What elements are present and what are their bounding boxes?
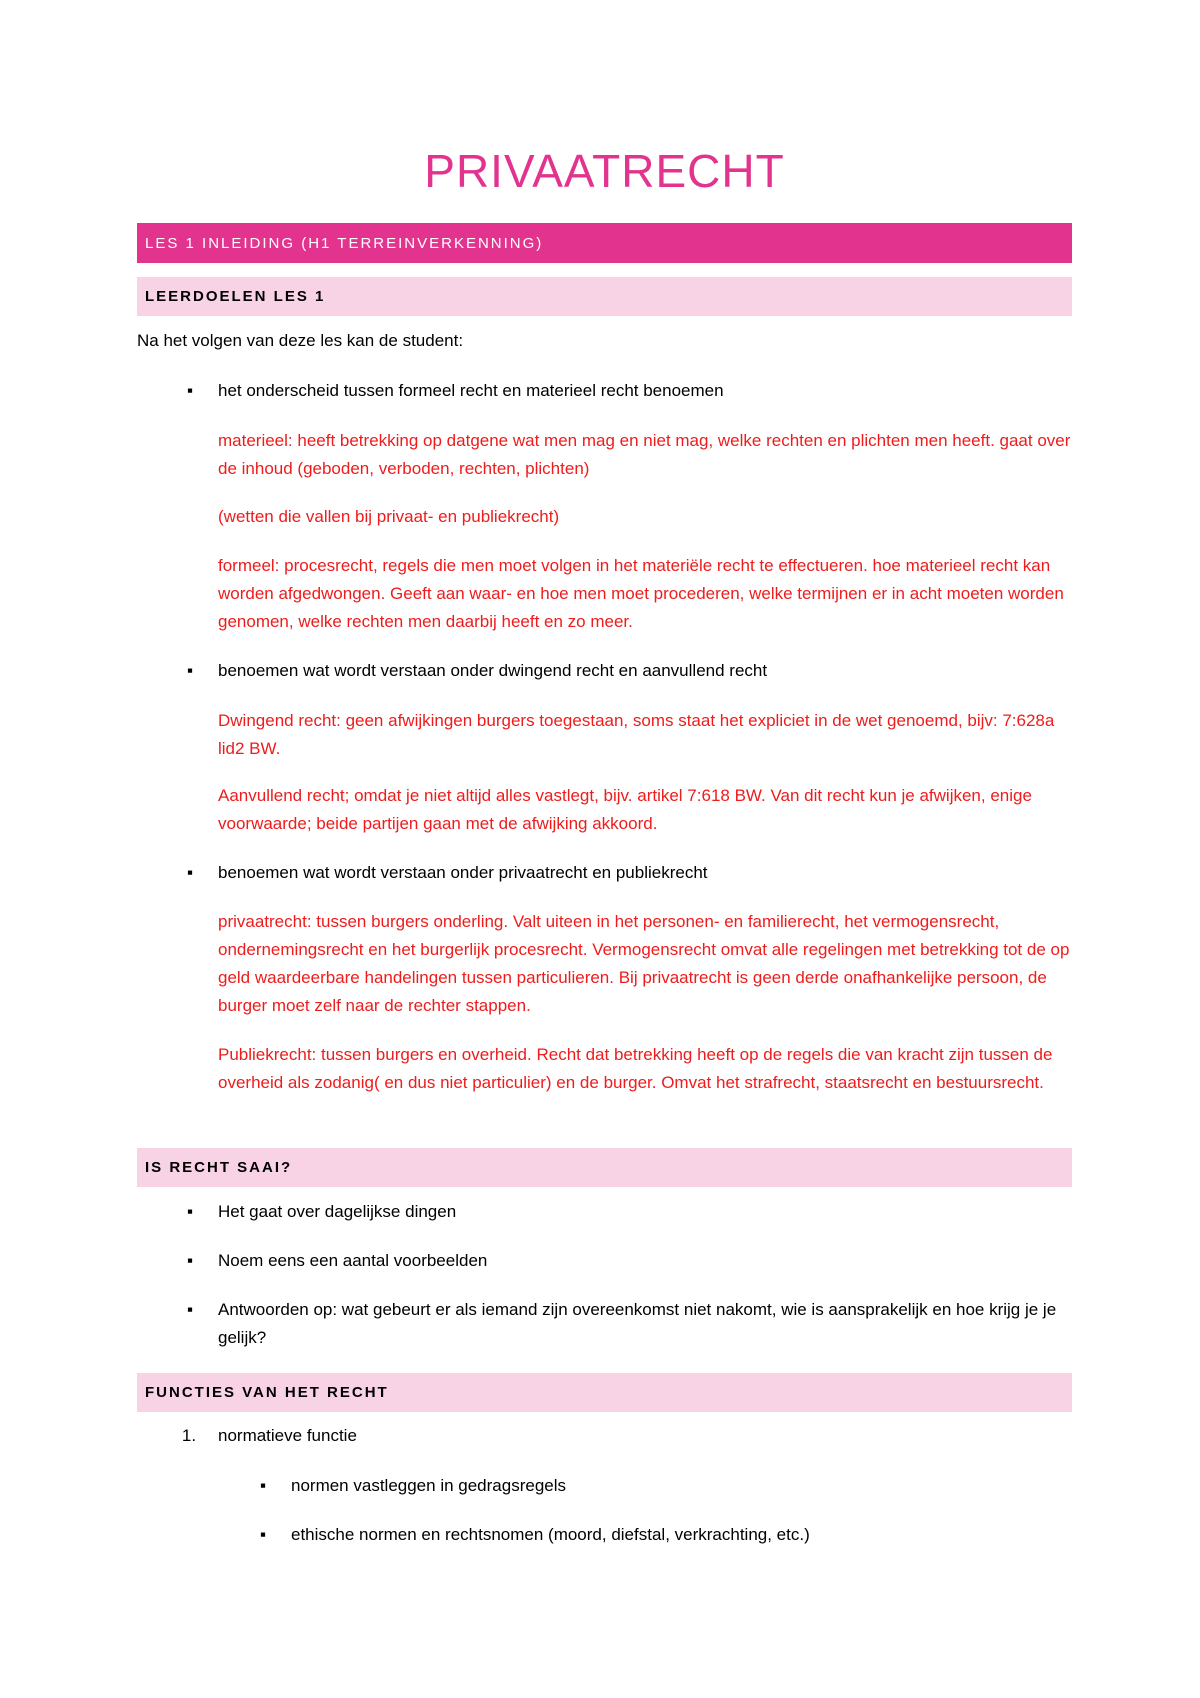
note-aanvullend-recht: Aanvullend recht; omdat je niet altijd alles vastlegt, bijv. artikel 7:618 BW. Van dit recht kun je afwijken, enige voorwaarde; beide partijen gaan met de afwijking akkoord. [218, 786, 1032, 833]
note-formeel: formeel: procesrecht, regels die men moet volgen in het materiële recht te effectueren. hoe materieel recht kan worden afgedwongen. Geeft aan waar- en hoe men moet procederen, welke termijnen er in acht moeten worden genomen, welke rechten men daarbij heeft en zo meer. [218, 556, 1064, 631]
list-item [186, 859, 1068, 887]
list-item [186, 1198, 1068, 1226]
bullet-icon: ▪ [186, 1300, 194, 1319]
list-item-text: benoemen wat wordt verstaan onder privaatrecht en publiekrecht [218, 863, 708, 882]
lesson-heading: LES 1 INLEIDING (H1 TERREINVERKENNING) [137, 223, 1072, 263]
list-item [186, 657, 1068, 685]
sub-list-item [259, 1521, 1071, 1549]
list-item-text: normatieve functie [218, 1426, 357, 1445]
note-publiekrecht: Publiekrecht: tussen burgers en overheid. Recht dat betrekking heeft op de regels die van kracht zijn tussen de overheid als zodanig( en dus niet particulier) en de burger. Omvat het strafrecht, staatsrecht en bestuursrecht. [218, 1045, 1053, 1092]
list-item-text: Het gaat over dagelijkse dingen [218, 1202, 457, 1221]
intro-text: Na het volgen van deze les kan de student: [137, 331, 464, 350]
list-item-text: Noem eens een aantal voorbeelden [218, 1251, 488, 1270]
section-heading-leerdoelen: LEERDOELEN LES 1 [137, 277, 1072, 316]
section-heading-saai: IS RECHT SAAI? [137, 1148, 1072, 1187]
list-item-text: Antwoorden op: wat gebeurt er als iemand zijn overeenkomst niet nakomt, wie is aansprakelijk en hoe krijg je je gelijk? [218, 1300, 1057, 1347]
bullet-icon: ▪ [186, 1202, 194, 1221]
bullet-icon: ▪ [186, 661, 194, 680]
note-materieel: materieel: heeft betrekking op datgene wat men mag en niet mag, welke rechten en plichten men heeft. gaat over de inhoud (geboden, verboden, rechten, plichten) [218, 431, 1071, 478]
list-item-text: normen vastleggen in gedragsregels [291, 1476, 567, 1495]
note-privaatrecht: privaatrecht: tussen burgers onderling. Valt uiteen in het personen- en familierecht, het vermogensrecht, ondernemingsrecht en het burgerlijk procesrecht. Vermogensrecht omvat alle regelingen met betrekking tot de op geld waardeerbare handelingen tussen particulieren. Bij privaatrecht is geen derde onafhankelijke persoon, de burger moet zelf naar de rechter stappen. [218, 912, 1070, 1015]
document-title: PRIVAATRECHT [424, 145, 785, 197]
list-item-text: het onderscheid tussen formeel recht en materieel recht benoemen [218, 381, 724, 400]
list-item [186, 1296, 1068, 1352]
list-item-text: benoemen wat wordt verstaan onder dwingend recht en aanvullend recht [218, 661, 768, 680]
list-item-number: 1. [181, 1426, 197, 1445]
section-heading-functies: FUNCTIES VAN HET RECHT [137, 1373, 1072, 1412]
list-item [181, 1422, 1068, 1450]
list-item-text: ethische normen en rechtsnomen (moord, diefstal, verkrachting, etc.) [291, 1525, 810, 1544]
bullet-icon: ▪ [259, 1525, 267, 1544]
list-item [186, 377, 1068, 405]
bullet-icon: ▪ [259, 1476, 267, 1495]
note-wetten: (wetten die vallen bij privaat- en publiekrecht) [218, 507, 560, 526]
list-item [186, 1247, 1068, 1275]
bullet-icon: ▪ [186, 1251, 194, 1270]
bullet-icon: ▪ [186, 381, 194, 400]
note-dwingend-recht: Dwingend recht: geen afwijkingen burgers toegestaan, soms staat het expliciet in de wet genoemd, bijv: 7:628a lid2 BW. [218, 711, 1055, 758]
sub-list-item [259, 1472, 1071, 1500]
bullet-icon: ▪ [186, 863, 194, 882]
